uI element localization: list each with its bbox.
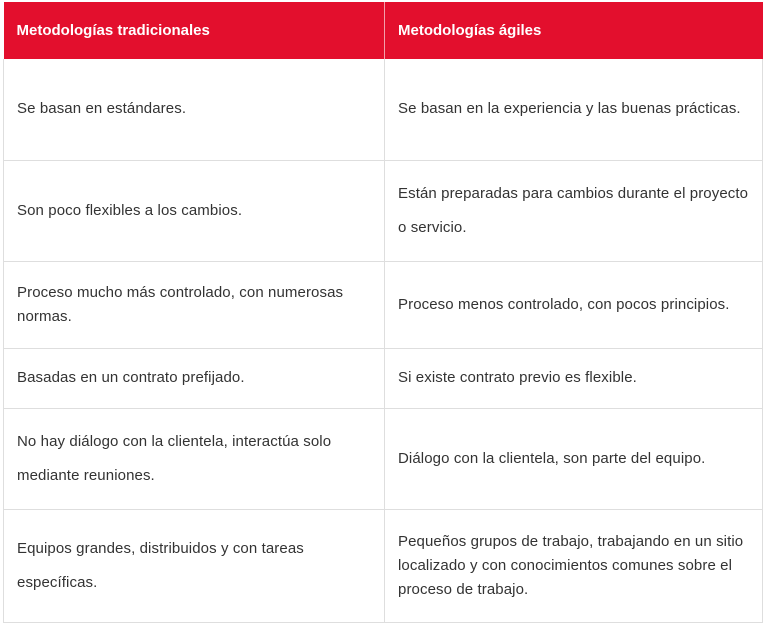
cell-agile: Pequeños grupos de trabajo, trabajando en un sitio localizado y con conocimientos comunes sobre el proceso de trabajo.: [385, 509, 763, 622]
table-header-row: [4, 2, 763, 59]
cell-agile: Proceso menos controlado, con pocos principios.: [385, 261, 763, 348]
cell-agile: Se basan en la experiencia y las buenas prácticas.: [385, 59, 763, 160]
cell-traditional: Son poco flexibles a los cambios.: [4, 160, 385, 261]
cell-agile: Están preparadas para cambios durante el proyecto o servicio.: [385, 160, 763, 261]
cell-traditional: Proceso mucho más controlado, con numerosas normas.: [4, 261, 385, 348]
table-row: [4, 261, 763, 348]
table-row: [4, 160, 763, 261]
table-row: [4, 408, 763, 509]
table-row: [4, 509, 763, 622]
table-row: [4, 348, 763, 408]
cell-traditional: Equipos grandes, distribuidos y con tareas específicas.: [4, 509, 385, 622]
methodology-comparison-table: [3, 2, 763, 623]
table-row: [4, 59, 763, 160]
cell-traditional: Basadas en un contrato prefijado.: [4, 348, 385, 408]
header-agile: Metodologías ágiles: [385, 2, 763, 59]
cell-agile: Si existe contrato previo es flexible.: [385, 348, 763, 408]
cell-traditional: Se basan en estándares.: [4, 59, 385, 160]
cell-traditional: No hay diálogo con la clientela, interactúa solo mediante reuniones.: [4, 408, 385, 509]
comparison-table-container: [3, 2, 762, 623]
header-traditional: Metodologías tradicionales: [4, 2, 385, 59]
cell-agile: Diálogo con la clientela, son parte del equipo.: [385, 408, 763, 509]
